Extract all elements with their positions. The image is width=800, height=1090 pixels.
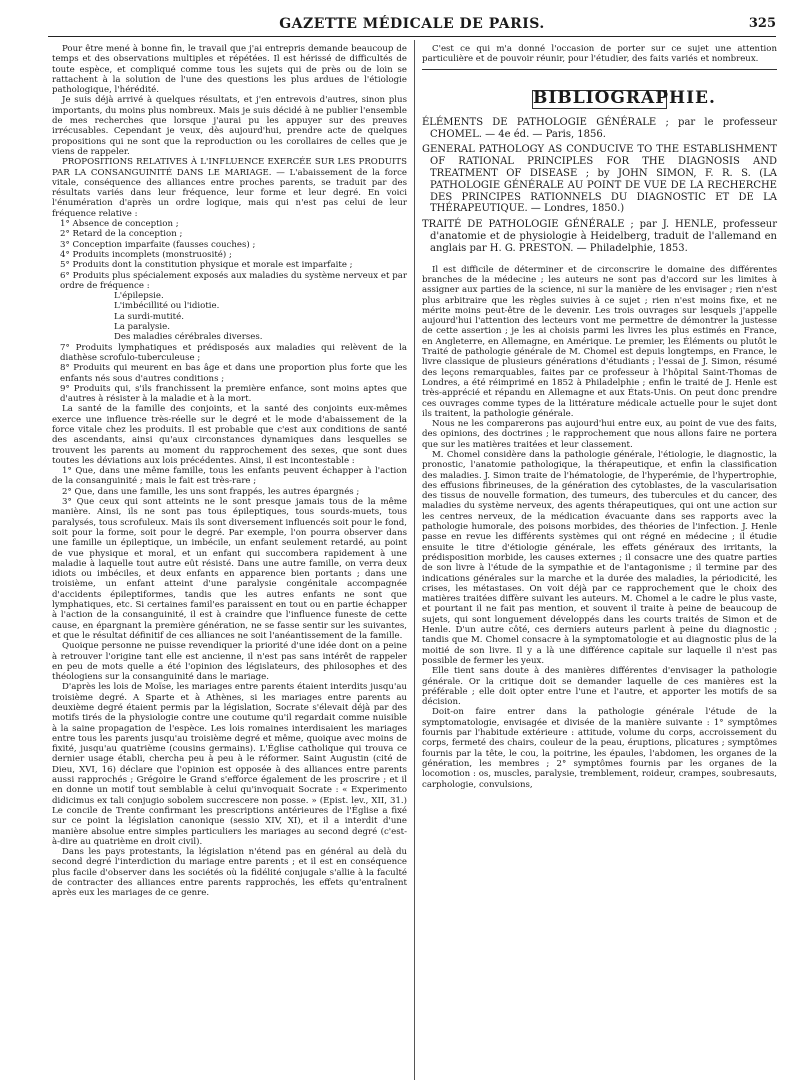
numbered-list-item: 1° Absence de conception ; (60, 219, 179, 230)
body-paragraph: La santé de la famille des conjoints, et la santé des conjoints eux-mêmes exerce une influence très-réelle sur le degré et le mode d'abaissement de la force vitale chez les produits. Il est probable que c'est aux conditions de santé des ascendants, ainsi qu'aux circonstances dynamiques dans lesquelles se trouvent les parents au moment du rapprochement des sexes, que sont dues toutes les déviations aux lois précédentes. Ainsi, il est incontestable : (52, 404, 407, 466)
disease-list-item: La paralysie. (114, 322, 170, 333)
body-paragraph: Il est difficile de déterminer et de circonscrire le domaine des différentes branches de la médecine ; les auteurs ne sont pas d'accord sur les limites à assigner aux parties de la science, ni sur la manière de les envisager ; rien n'est plus arbitraire que les règles suivies à ce sujet ; rien n'est moins fixe, et ne mérite moins peut-être de le devenir. Les trois ouvrages sur lesquels j'appelle aujourd'hui l'attention des lecteurs vont me permettre de démontrer la justesse de cette assertion ; je les ai choisis parmi les livres les plus estimés en France, en Angleterre, en Allemagne, en Amérique. Le premier, les Éléments ou plutôt le Traité de pathologie générale de M. Chomel est depuis longtemps, en France, le livre classique de plusieurs générations d'étudiants ; l'essai de J. Simon, résumé des leçons remarquables, faites par ce professeur à l'hôpital Saint-Thomas de Londres, a été réimprimé en 1852 à Philadelphie ; enfin le traité de J. Henle est très-apprécié et répandu en Allemagne et aux États-Unis. On peut donc prendre ces ouvrages comme types de la littérature médicale actuelle pour le sujet dont ils traitent, la pathologie générale. (422, 264, 777, 419)
numbered-list-item: 4° Produits incomplets (monstruosité) ; (60, 249, 232, 260)
separator-rule (422, 69, 777, 70)
numbered-list-item: 2° Retard de la conception ; (60, 229, 183, 240)
column-divider (414, 40, 415, 1080)
body-paragraph: Pour être mené à bonne fin, le travail que j'ai entrepris demande beaucoup de temps et des observations multiples et répétées. Il est hérissé de difficultés de toute espèce, et compliqué comme tous les sujets qui de près ou de loin se rattachent à la solution de l'une des questions les plus ardues de l'étiologie pathologique, l'hérédité. (52, 44, 407, 96)
body-paragraph: Nous ne les comparerons pas aujourd'hui entre eux, au point de vue des faits, des opinions, des doctrines ; le rapprochement que nous allons faire ne portera que sur les matières traitées et leur classement. (422, 419, 777, 450)
body-paragraph: Doit-on faire entrer dans la pathologie générale l'étude de la symptomatologie, envisagée et divisée de la manière suivante : 1° symptômes fournis par l'habitude extérieure : attitude, volume du corps, accroissement du corps, fermeté des chairs, couleur de la peau, éruptions, plicatures ; symptômes fournis par la tête, le cou, la poitrine, les épaules, l'abdomen, les organes de la génération, les membres ; 2° symptômes fournis par les organes de la locomotion : os, muscles, paralysie, tremblement, roideur, crampes, soubresauts, carphologie, convulsions, (422, 707, 777, 790)
disease-list-item: Des maladies cérébrales diverses. (114, 332, 263, 343)
body-paragraph: Dans les pays protestants, la législation n'étend pas en général au delà du second degré l'interdiction du mariage entre parents ; et il est en conséquence plus facile d'observer dans les sociétés où la fidélité conjugale s'allie à la faculté de contracter des alliances entre parents rapprochés, les effets qu'entraînent après eux les mariages de ce genre. (52, 847, 407, 899)
reference-henle: TRAITÉ DE PATHOLOGIE GÉNÉRALE ; par J. HENLE, professeur d'anatomie et de physiologie à Heidelberg, traduit de l'allemand en anglais par H. G. PRESTON. — Philadelphie, 1853. (422, 219, 777, 254)
page-number: 325 (748, 16, 776, 31)
numbered-list-item: 9° Produits qui, s'ils franchissent la première enfance, sont moins aptes que d'autres à résister à la maladie et à la mort. (60, 383, 407, 405)
right-column (422, 44, 777, 790)
body-paragraph: 2° Que, dans une famille, les uns sont frappés, les autres épargnés ; (62, 486, 360, 497)
disease-list-item: L'imbécillité ou l'idiotie. (114, 301, 220, 312)
reference-simon: GENERAL PATHOLOGY AS CONDUCIVE TO THE ESTABLISHMENT OF RATIONAL PRINCIPLES FOR THE DIAGNOSIS AND TREATMENT OF DISEASE ; by JOHN SIMON, F. R. S. (LA PATHOLOGIE GÉNÉRALE AU POINT DE VUE DE LA RECHERCHE DES PRINCIPES RATIONNELS DU DIAGNOSTIC ET DE LA THÉRAPEUTIQUE. — Londres, 1850.) (422, 144, 777, 215)
body-paragraph: 3° Que ceux qui sont atteints ne le sont presque jamais tous de la même manière. Ainsi, ils ne sont pas tous épileptiques, tous sourds-muets, tous paralysés, tous scrofuleux. Mais ils sont diversement influencés soit pour le fond, soit pour la forme, soit pour le degré. Par exemple, l'on pourra observer dans une famille un épileptique, un imbécile, un enfant seulement retardé, au point de vue physique et moral, et un enfant qui succombera rapidement à une maladie à laquelle tout autre eût résisté. Dans une autre famille, on verra deux idiots ou imbéciles, et deux enfants en apparence bien portants ; dans une troisième, un enfant atteint d'une paralysie congénitale accompagnée d'accidents épileptiformes, tandis que les autres enfants ne sont que lymphatiques, etc. Si certaines famil'es paraissent en tout ou en partie échapper à l'action de la consanguinité, il est à craindre que l'influence funeste de cette cause, en épargnant la première génération, ne se fasse sentir sur les suivantes, et que le résultat définitif de ces alliances ne soit l'anéantissement de la famille. (52, 497, 408, 641)
reference-chomel: ÉLÉMENTS DE PATHOLOGIE GÉNÉRALE ; par le professeur CHOMEL. — 4e éd. — Paris, 1856. (422, 116, 777, 140)
bibliography-title: BIBLIOGRAPHIE. (533, 87, 716, 108)
body-paragraph: M. Chomel considère dans la pathologie générale, l'étiologie, le diagnostic, la pronostic, l'anatomie pathologique, la thérapeutique, et enfin la classification des maladies. J. Simon traite de l'hématologie, de l'hyperémie, de l'hypertrophie, des effusions fibrineuses, de la génération des cytoblastes, de la vascularisation des tissus de nouvelle formation, des tumeurs, des tubercules et du cancer, des maladies du système nerveux, des agents thérapeutiques, qui ont une action sur les centres nerveux, de la médication évacuante dans ses rapports avec la pathologie humorale, des poisons morbides, des théories de l'infection. J. Henle passe en revue les différents systèmes qui ont régné en médecine ; il étudie ensuite le titre d'étiologie générale, les effets généraux des irritants, la prédisposition morbide, les causes externes ; il consacre une des quatre parties de son livre à l'étude de la sympathie et de l'antagonisme ; il termine par des indications générales sur la marche et la durée des maladies, la périodicité, les crises, les métastases. On voit déjà par ce rapprochement que le choix des matières traitées diffère suivant les auteurs. M. Chomel a le cadre le plus vaste, et pourtant il ne fait pas mention, et souvent il traite à peine de beaucoup de sujets, qui sont longuement développés dans les courts traités de Simon et de Henle. D'un autre côté, ces derniers auteurs parlent à peine du diagnostic ; tandis que M. Chomel consacre à la symptomatologie et au diagnostic plus de la moitié de son livre. Il y a là une différence capitale sur laquelle il n'est pas possible de fermer les yeux. (422, 450, 777, 666)
body-paragraph: 1° Que, dans une même famille, tous les enfants peuvent échapper à l'action de la consanguinité ; mais le fait est très-rare ; (52, 466, 407, 487)
numbered-list-item: 6° Produits plus spécialement exposés aux maladies du système nerveux et par ordre de fréquence : (60, 270, 407, 291)
body-paragraph: Quoique personne ne puisse revendiquer la priorité d'une idée dont on a peine à retrouver l'origine tant elle est ancienne, il n'est pas sans intérêt de rappeler en peu de mots quelle a été l'opinion des législateurs, des philosophes et des théologiens sur la consanguinité dans le mariage. (52, 641, 407, 683)
numbered-list-item: 7° Produits lymphatiques et prédisposés aux maladies qui relèvent de la diathèse scrofulo-tuberculeuse ; (60, 342, 407, 363)
body-paragraph: Elle tient sans doute à des manières différentes d'envisager la pathologie générale. Or la critique doit se demander laquelle de ces manières est la préférable ; elle doit opter entre l'une et l'autre, et apporter les motifs de sa décision. (422, 666, 777, 708)
numbered-list-item: 5° Produits dont la constitution physique et morale est imparfaite ; (60, 260, 353, 271)
disease-list-item: La surdi-mutité. (114, 311, 184, 322)
disease-list-item: L'épilepsie. (114, 291, 164, 302)
journal-title: GAZETTE MÉDICALE DE PARIS. (279, 16, 545, 32)
bibliography-heading-box (532, 87, 716, 109)
numbered-list-item: 3° Conception imparfaite (fausses couches) ; (60, 239, 256, 250)
body-paragraph: D'après les lois de Moïse, les mariages entre parents étaient interdits jusqu'au troisième degré. A Sparte et à Athènes, si les mariages entre parents au deuxième degré étaient permis par la législation, Socrate s'élevait déjà par des motifs tirés de la physiologie contre une coutume qu'il regardait comme nuisible à la saine propagation de l'espèce. Les lois romaines interdisaient les mariages entre tous les parents jusqu'au troisième degré et même, quoique avec moins de fixité, jusqu'au quatrième (cousins germains). L'Église catholique qui trouva ce dernier usage établi, chercha peu à peu à le réformer. Saint Augustin (cité de Dieu, XVI, 16) déclare que l'opinion est opposée à des alliances entre parents aussi rapprochés ; Grégoire le Grand s'efforce également de les proscrire ; et il en donne un motif tout semblable à celui qu'invoquait Socrate : « Experimento didicimus ex tali conjugio sobolem succrescere non posse. » (Epist. lev., XII, 31.) Le concile de Trente confirmant les prescriptions antérieures de l'Église a fixé sur ce point la législation canonique (sessio XIV, XI), et il a interdit d'une manière absolue entre simples particuliers les mariages au second degré (c'est-à-dire au quatrième en droit civil). (52, 682, 407, 847)
left-column (52, 44, 407, 899)
body-paragraph: Je suis déjà arrivé à quelques résultats, et j'en entrevois d'autres, sinon plus importants, du moins plus nombreux. Mais je suis décidé à ne publier l'ensemble de mes recherches que lorsque j'aurai pu les appuyer sur des preuves irrécusables. Cependant je veux, dès aujourd'hui, prendre acte de quelques propositions qui ne sont que la reproduction ou les corollaires de celles que je viens de rappeler. (52, 95, 407, 157)
page-header (48, 14, 776, 37)
body-paragraph: PROPOSITIONS RELATIVES À L'INFLUENCE EXERCÉE SUR LES PRODUITS PAR LA CONSANGUINITÉ DANS LE MARIAGE. — L'abaissement de la force vitale, conséquence des alliances entre proches parents, se traduit par des résultats variés dans leur fréquence, leur forme et leur degré. En voici l'énumération d'après un ordre logique, mais qui n'est pas celui de leur fréquence relative : (52, 157, 407, 219)
intro-paragraph: C'est ce qui m'a donné l'occasion de porter sur ce sujet une attention particulière et de pouvoir réunir, pour l'étudier, des faits variés et nombreux. (422, 44, 777, 65)
numbered-list-item: 8° Produits qui meurent en bas âge et dans une proportion plus forte que les enfants nés sous d'autres conditions ; (60, 363, 407, 384)
